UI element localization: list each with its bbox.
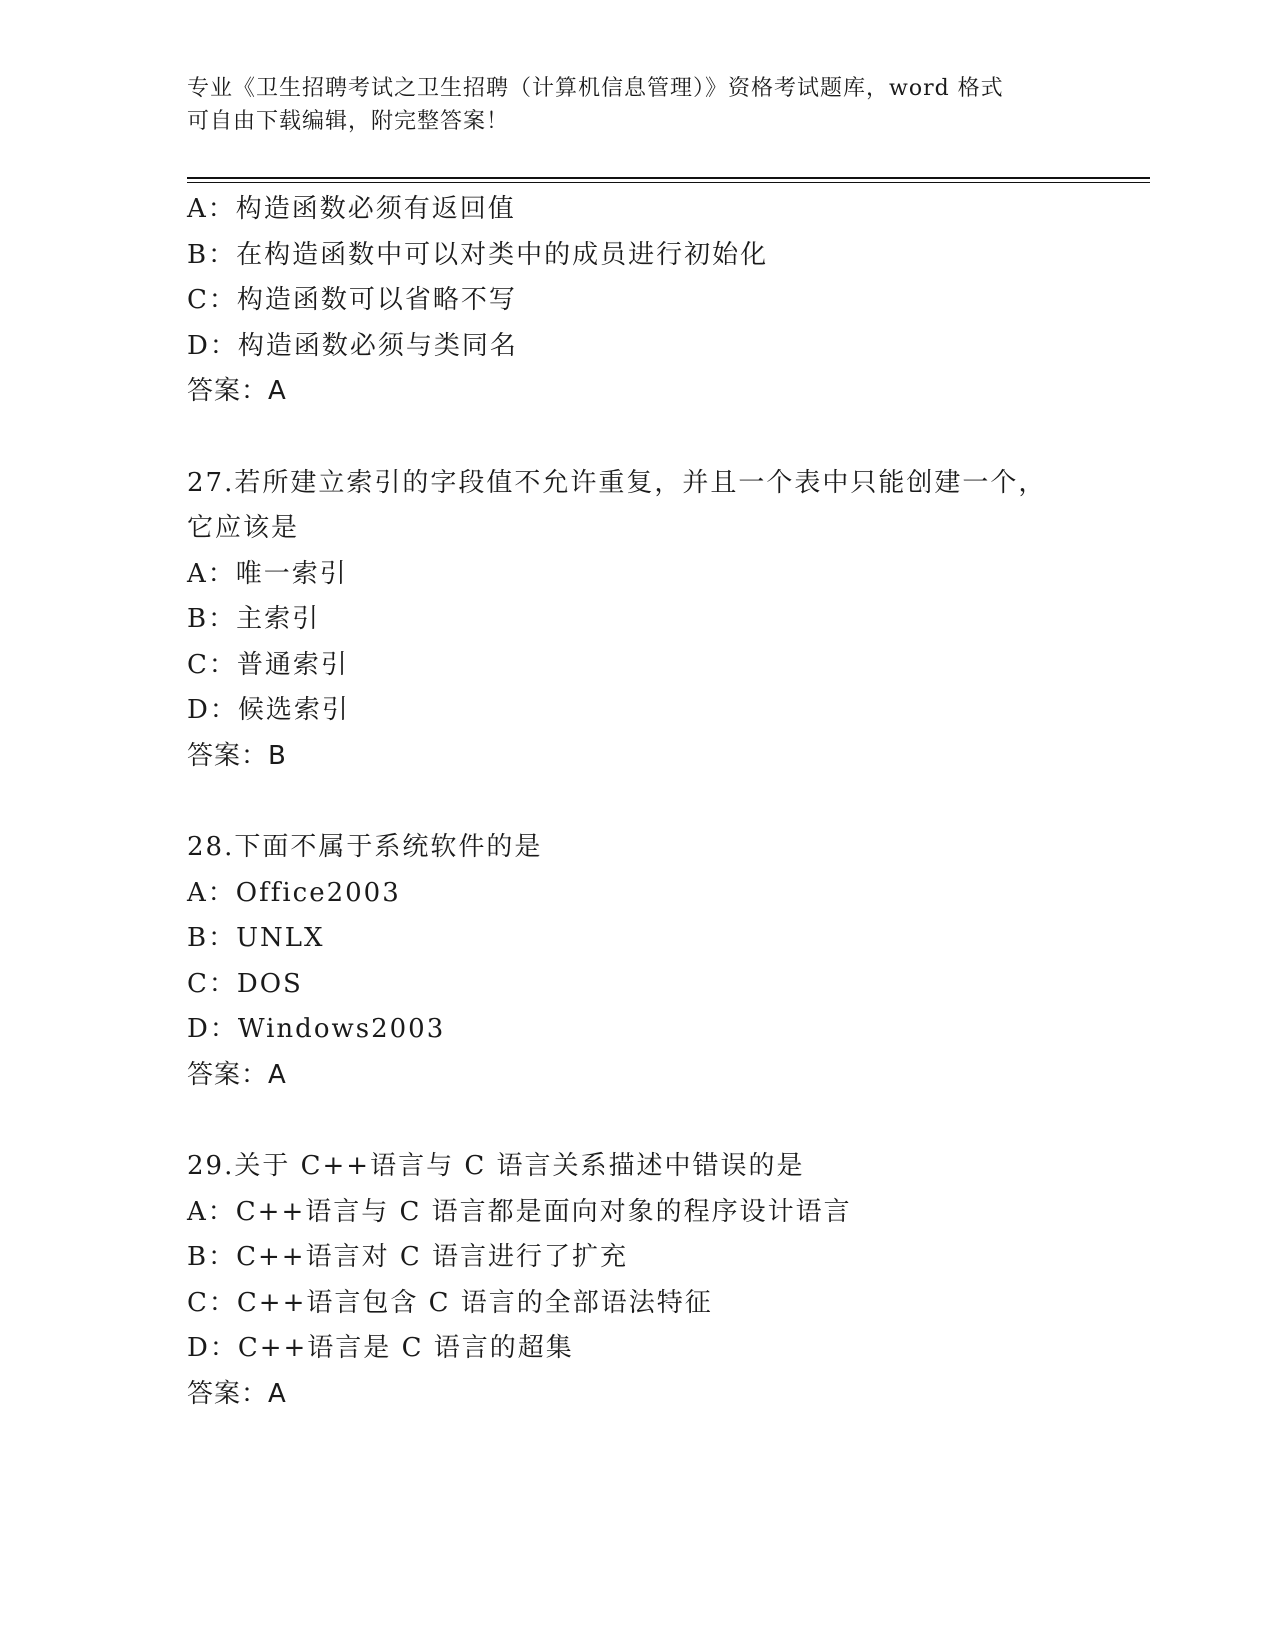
option-a: A：C++语言与 C 语言都是面向对象的程序设计语言 — [187, 1196, 852, 1227]
question-stem-line-1: 29.关于 C++语言与 C 语言关系描述中错误的是 — [187, 1151, 805, 1181]
option-c: C：普通索引 — [187, 649, 349, 680]
option-b: B：C++语言对 C 语言进行了扩充 — [187, 1242, 628, 1272]
spacer — [187, 1098, 1150, 1144]
header-rule-thin — [187, 182, 1150, 183]
spacer — [187, 779, 1150, 825]
document-header — [187, 72, 1067, 138]
question-stem-line-2: 它应该是 — [187, 513, 300, 543]
option-c: C：构造函数可以省略不写 — [187, 285, 517, 315]
question-stem-line-1: 28.下面不属于系统软件的是 — [187, 832, 543, 862]
answer-line: 答案：A — [187, 376, 287, 406]
option-b: B：主索引 — [187, 604, 321, 634]
option-a: A：唯一索引 — [187, 558, 348, 589]
question-list — [187, 187, 1150, 1417]
header-line-1: 专业《卫生招聘考试之卫生招聘（计算机信息管理）》资格考试题库，word 格式 — [187, 76, 1004, 101]
option-b: B：在构造函数中可以对类中的成员进行初始化 — [187, 239, 769, 270]
answer-line: 答案：A — [187, 1378, 287, 1409]
header-rule-thick — [187, 177, 1150, 179]
answer-line: 答案：A — [187, 1059, 287, 1090]
question-block-26 — [187, 187, 1150, 415]
question-stem-line-1: 27.若所建立索引的字段值不允许重复，并且一个表中只能创建一个， — [187, 467, 1047, 498]
option-b: B：UNLX — [187, 923, 325, 953]
option-d: D：C++语言是 C 语言的超集 — [187, 1333, 574, 1363]
spacer — [187, 415, 1150, 461]
answer-line: 答案：B — [187, 740, 287, 771]
header-line-2: 可自由下载编辑，附完整答案！ — [187, 109, 510, 134]
option-d: D：候选索引 — [187, 695, 350, 725]
question-block-28 — [187, 825, 1150, 1098]
question-block-27 — [187, 461, 1150, 780]
question-block-29 — [187, 1144, 1150, 1417]
option-d: D：构造函数必须与类同名 — [187, 330, 518, 361]
option-a: A：Office2003 — [187, 877, 401, 908]
option-c: C：C++语言包含 C 语言的全部语法特征 — [187, 1287, 713, 1318]
option-a: A：构造函数必须有返回值 — [187, 194, 516, 224]
option-d: D：Windows2003 — [187, 1014, 446, 1044]
option-c: C：DOS — [187, 968, 303, 999]
